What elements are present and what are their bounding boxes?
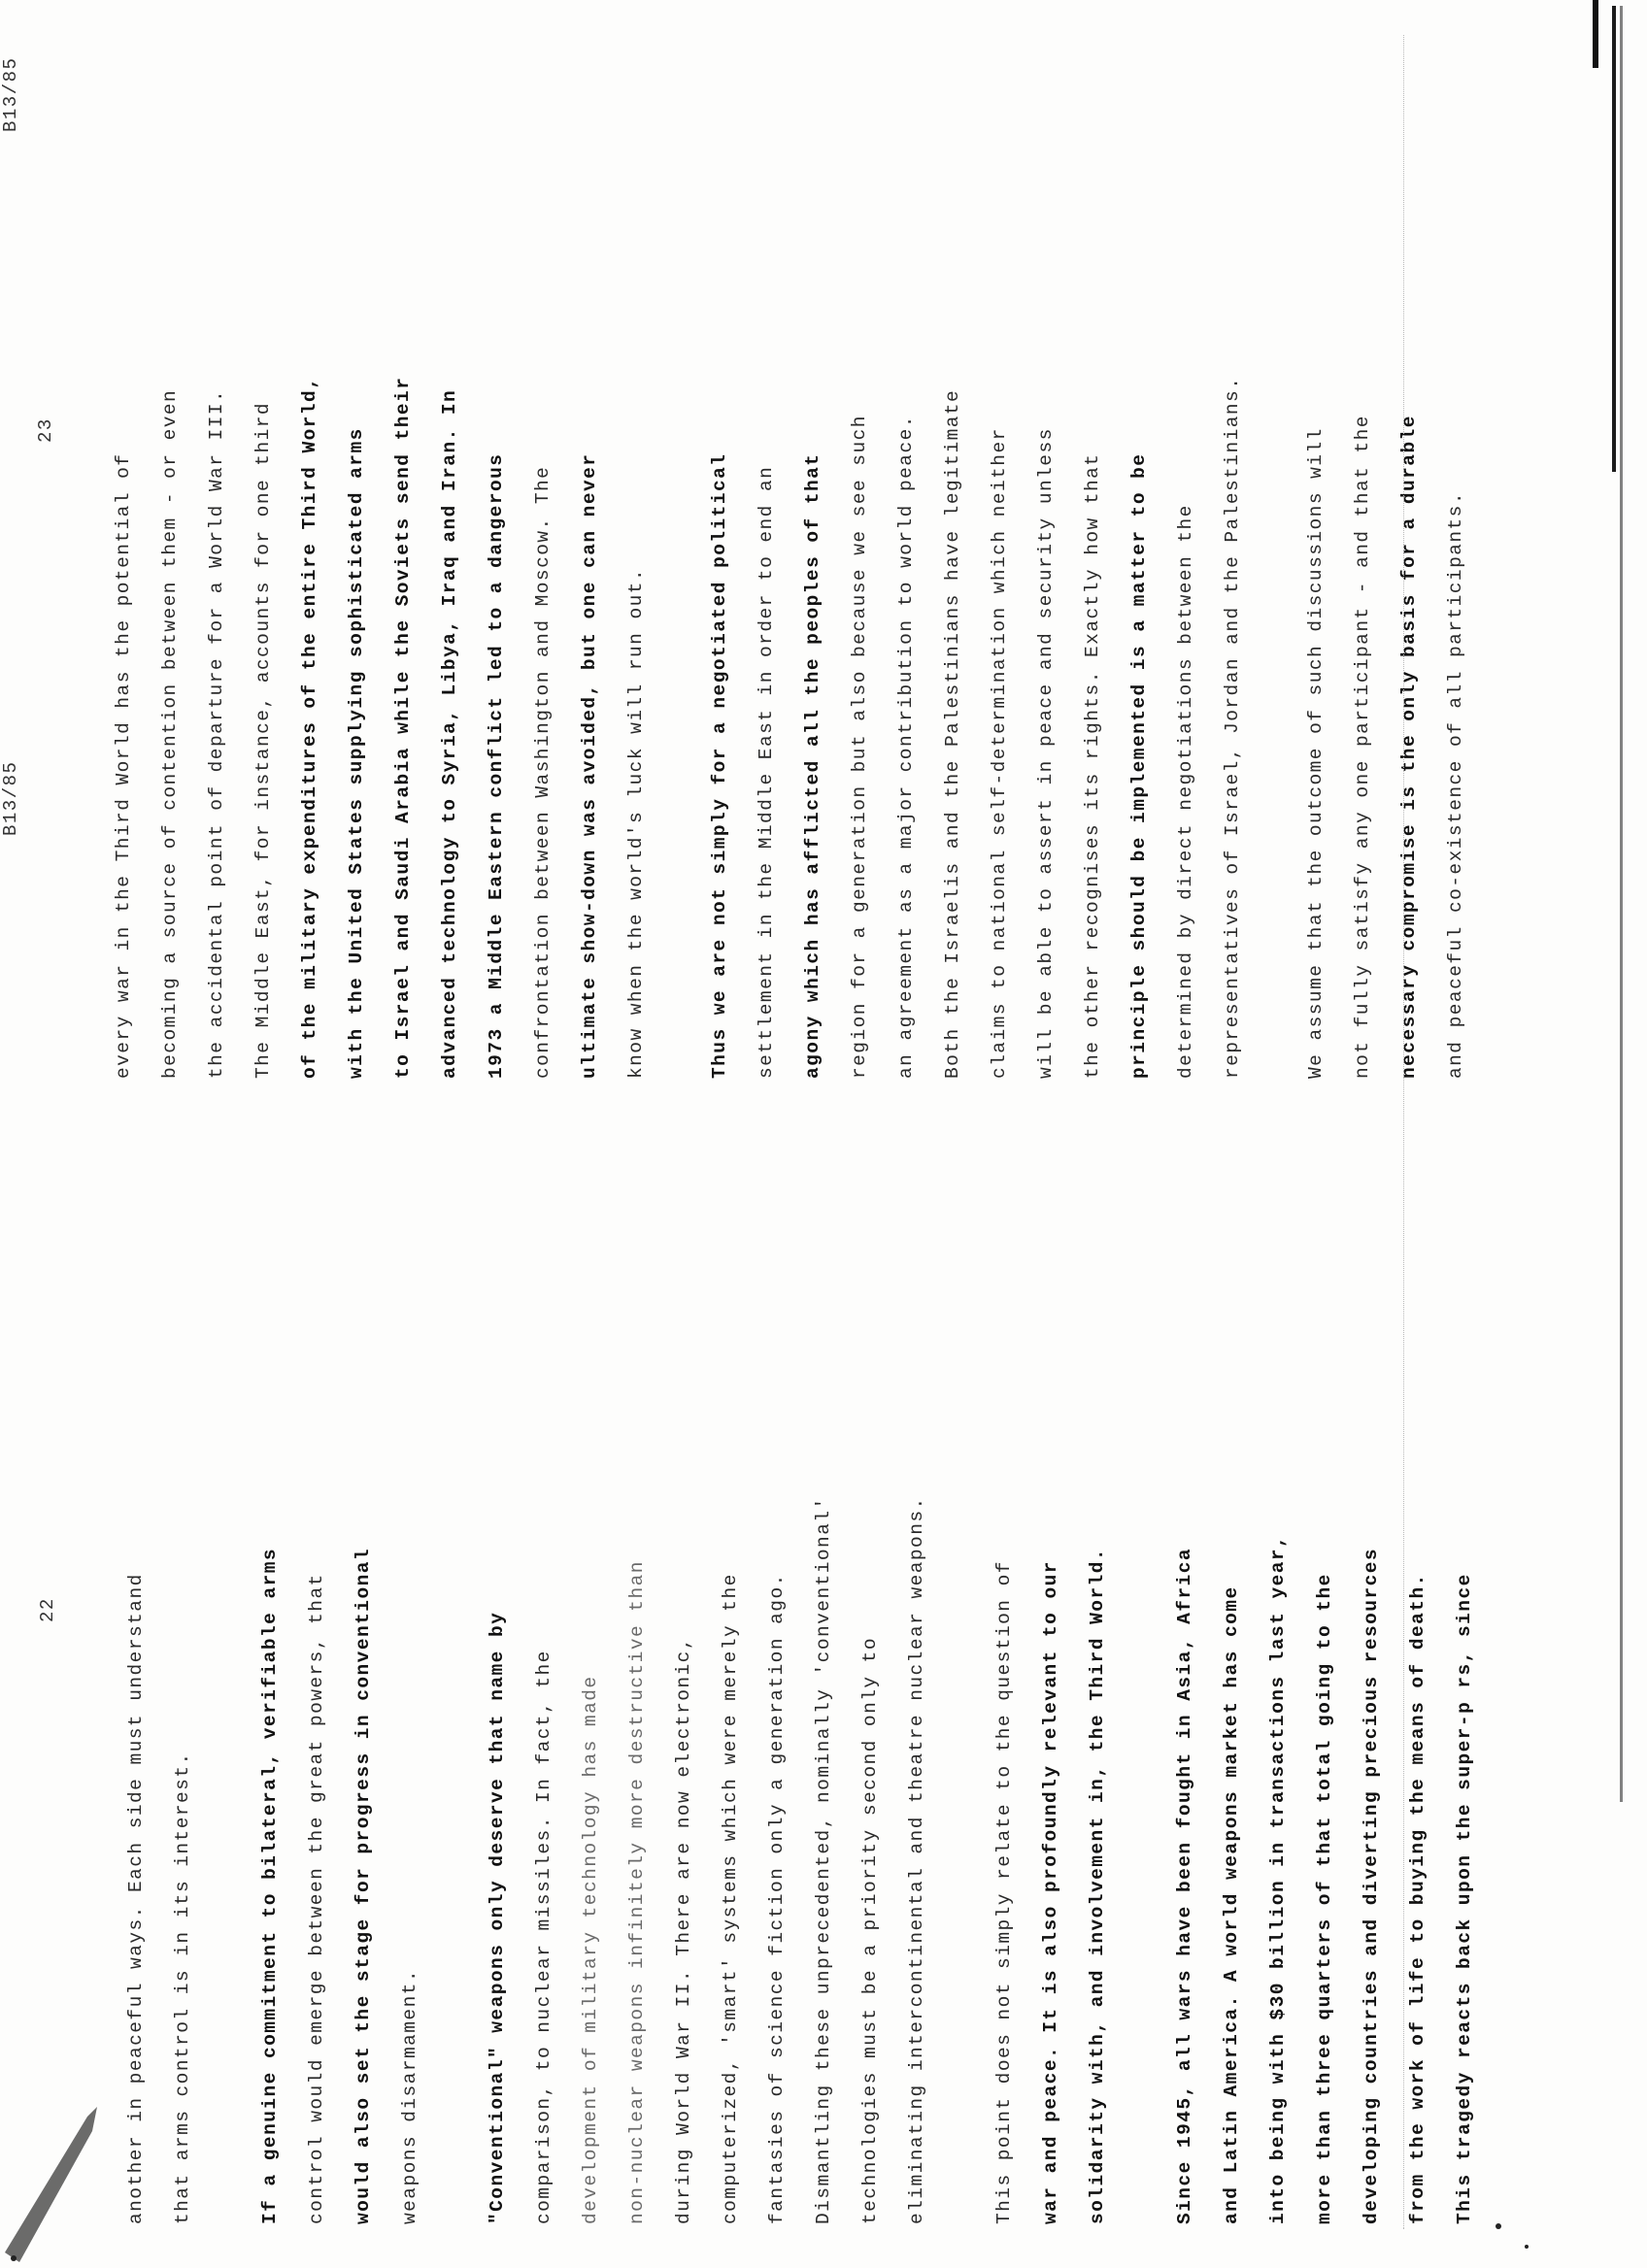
text-line: weapons disarmament. xyxy=(399,1968,420,2224)
doc-code-right: B13/85 xyxy=(0,56,21,132)
text-line: computerized, 'smart' systems which were merely the xyxy=(720,1573,741,2224)
left-text-column xyxy=(113,1156,1488,2224)
scan-edge-dark xyxy=(1612,6,1616,472)
text-line: to Israel and Saudi Arabia while the Soviets send their xyxy=(392,376,414,1079)
text-line: developing countries and diverting precious resources xyxy=(1361,1547,1382,2224)
text-line: principle should be implemented is a matter to be xyxy=(1128,452,1150,1079)
text-line: would also set the stage for progress in conventional xyxy=(353,1547,374,2224)
paragraph xyxy=(1293,11,1479,1079)
text-line: every war in the Third World has the potential of xyxy=(113,452,134,1079)
text-line: fantasies of science fiction only a generation ago. xyxy=(766,1573,788,2224)
text-line: Thus we are not simply for a negotiated political xyxy=(709,452,730,1079)
text-line: Both the Israelis and the Palestinians have legitimate xyxy=(942,388,963,1079)
page-number-right: 23 xyxy=(35,417,56,443)
text-line: that arms control is in its interest. xyxy=(172,1751,193,2224)
text-line: advanced technology to Syria, Libya, Iraq and Iran. In xyxy=(439,388,460,1079)
text-line: The Middle East, for instance, accounts for one third xyxy=(252,401,274,1079)
text-line: not fully satisfy any one participant - and that the xyxy=(1352,415,1373,1079)
text-line: claims to national self-determination which neither xyxy=(989,427,1010,1079)
paragraph xyxy=(113,1156,206,2224)
text-line: will be able to assert in peace and security unless xyxy=(1035,427,1057,1079)
text-line: Since 1945, all wars have been fought in Asia, Africa xyxy=(1174,1547,1195,2224)
text-line: settlement in the Middle East in order to end an xyxy=(756,465,777,1079)
paragraph xyxy=(696,11,1256,1079)
text-line: confrontation between Washington and Moscow. The xyxy=(532,465,554,1079)
page-number-left: 22 xyxy=(37,1597,58,1622)
right-text-column xyxy=(100,11,1479,1079)
text-line: and peaceful co-existence of all participants. xyxy=(1445,491,1466,1079)
text-line: becoming a source of contention between them - or even xyxy=(159,388,181,1079)
text-line: agony which has afflicted all the peoples of that xyxy=(802,452,824,1079)
text-line: comparison, to nuclear missiles. In fact, the xyxy=(533,1650,555,2224)
text-line: into being with $30 billion in transactions last year, xyxy=(1267,1534,1289,2224)
text-line: This tragedy reacts back upon the super-p rs, since xyxy=(1454,1573,1475,2224)
scan-smudge xyxy=(0,2087,126,2268)
text-line: region for a generation but also because we see such xyxy=(849,415,870,1079)
text-line: technologies must be a priority second only to xyxy=(859,1637,881,2224)
text-line: development of military technology has made xyxy=(580,1675,601,2224)
text-line: "Conventional" weapons only deserve that name by xyxy=(487,1611,508,2224)
paragraph xyxy=(981,1156,1121,2224)
text-line: know when the world's luck will run out. xyxy=(625,567,647,1079)
doc-code-left: B13/85 xyxy=(0,760,21,836)
paragraph xyxy=(100,11,659,1079)
text-line: another in peaceful ways. Each side must understand xyxy=(125,1573,147,2224)
text-line: We assume that the outcome of such discussions will xyxy=(1305,427,1327,1079)
text-line: Dismantling these unprecedented, nominally 'conventional' xyxy=(813,1496,834,2224)
paragraph xyxy=(474,1156,940,2224)
text-line: control would emerge between the great powers, that xyxy=(306,1573,327,2224)
text-line: ultimate show-down was avoided, but one can never xyxy=(579,452,600,1079)
scan-speck xyxy=(1525,2245,1529,2249)
text-line: the other recognises its rights. Exactly how that xyxy=(1082,452,1103,1079)
text-line: determined by direct negotiations between the xyxy=(1175,504,1196,1079)
text-line: an agreement as a major contribution to world peace. xyxy=(895,415,917,1079)
text-line: non-nuclear weapons infinitely more destructive than xyxy=(626,1560,648,2224)
text-line: necessary compromise is the only basis for a durable xyxy=(1398,415,1420,1079)
scan-speck xyxy=(1496,2223,1501,2229)
text-line: from the work of life to buying the means of death. xyxy=(1407,1573,1429,2224)
text-line: with the United States supplying sophisticated arms xyxy=(346,427,367,1079)
scan-edge-shadow xyxy=(1620,6,1623,1802)
scan-margin-line xyxy=(1403,35,1405,2229)
text-line: This point does not simply relate to the question of xyxy=(993,1560,1015,2224)
text-line: the accidental point of departure for a World War III. xyxy=(206,388,227,1079)
paragraph xyxy=(247,1156,433,2224)
text-line: eliminating intercontinental and theatre nuclear weapons. xyxy=(906,1496,927,2224)
text-line: of the military expenditures of the entire Third World, xyxy=(299,376,320,1079)
text-line: solidarity with, and involvement in, the Third World. xyxy=(1087,1547,1108,2224)
text-line: war and peace. It is also profoundly relevant to our xyxy=(1040,1560,1061,2224)
text-line: 1973 a Middle Eastern conflict led to a dangerous xyxy=(486,452,507,1079)
scan-edge-mark xyxy=(1593,0,1598,68)
text-line: and Latin America. A world weapons market has come xyxy=(1221,1585,1242,2224)
paragraph xyxy=(1161,1156,1488,2224)
text-line: If a genuine commitment to bilateral, verifiable arms xyxy=(259,1547,281,2224)
text-line: more than three quarters of that total going to the xyxy=(1314,1573,1335,2224)
text-line: during World War II. There are now electronic, xyxy=(673,1637,694,2224)
text-line: representatives of Israel, Jordan and the Palestinians. xyxy=(1222,376,1243,1079)
